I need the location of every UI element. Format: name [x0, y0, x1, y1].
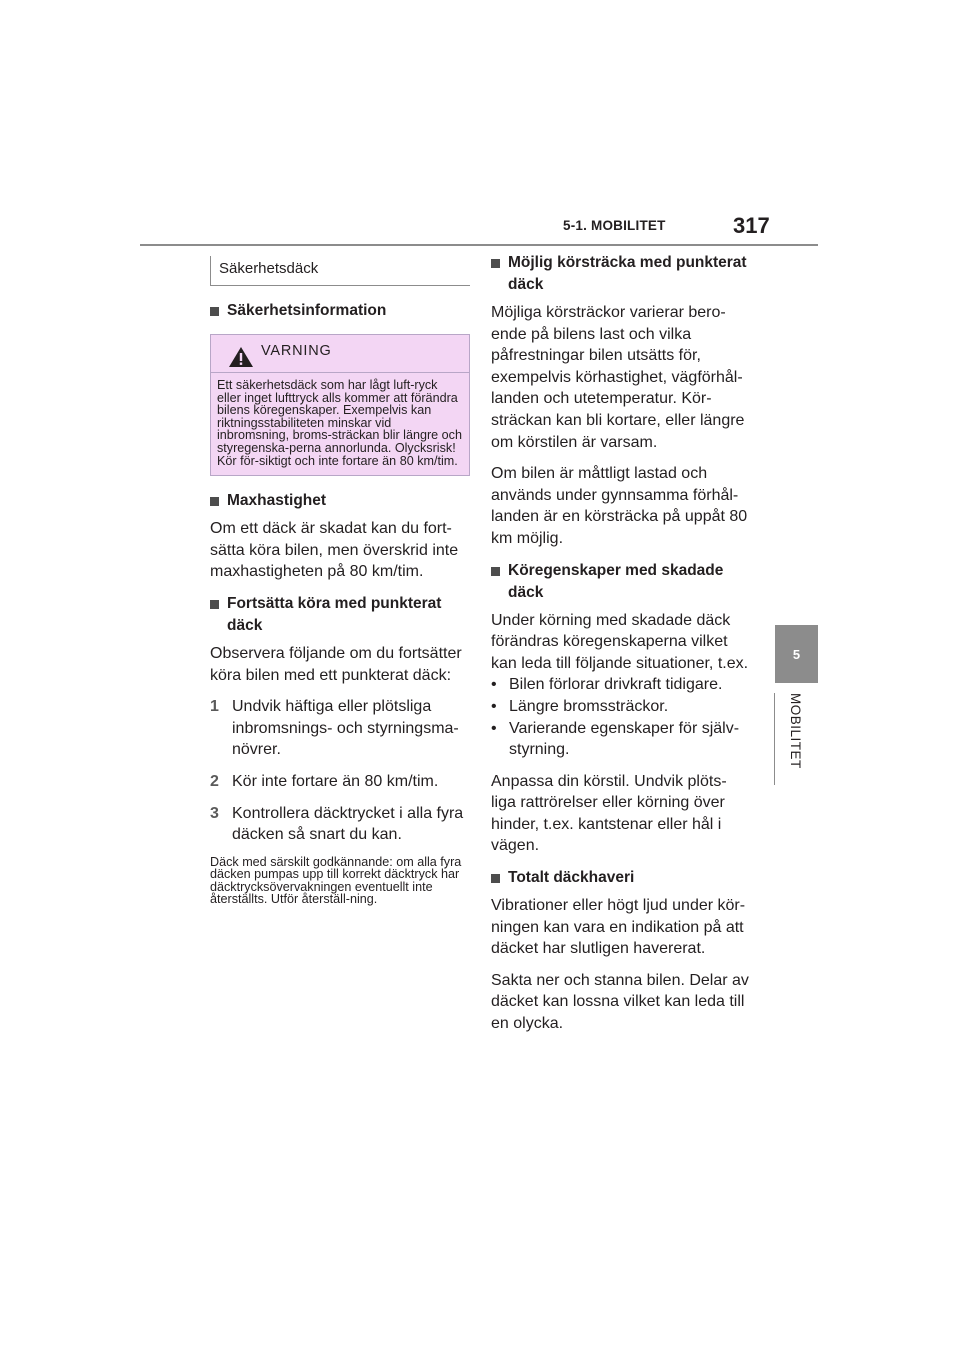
chapter-label: MOBILITET — [788, 693, 803, 769]
warning-box — [210, 334, 470, 476]
bullet-item — [491, 696, 751, 718]
bullet-text: Varierande egenskaper för själv-styrning. — [509, 719, 740, 759]
left-column — [210, 256, 470, 906]
heading-text: Fortsätta köra med punkterat däck — [227, 594, 442, 634]
section-marker-icon — [491, 874, 500, 883]
section-marker-icon — [491, 259, 500, 268]
paragraph: Sakta ner och stanna bilen. Delar av däcket kan lossna vilket kan leda till en olycka. — [491, 971, 749, 1033]
heading-text: Köregenskaper med skadade däck — [508, 561, 724, 601]
paragraph: Möjliga körsträckor varierar bero-ende på bilens last och vilka påfrestningar bilen utsätts för, exempelvis körhastighet, vägförhål-landen och utetemperatur. Kör-sträckan kan bli kortare, eller längre om körstilen är varsam. — [491, 304, 745, 451]
heading-text: Möjlig körsträcka med punkterat däck — [508, 254, 747, 293]
figure-caption: Säkerhetsdäck — [210, 256, 470, 286]
section-marker-icon — [210, 307, 219, 316]
bullet-text: Bilen förlorar drivkraft tidigare. — [509, 676, 723, 694]
heading-max-speed — [210, 490, 470, 512]
bullet-item — [491, 674, 751, 696]
chapter-tab-divider — [774, 693, 775, 785]
bullet-icon: • — [491, 697, 497, 715]
warning-triangle-icon — [229, 347, 253, 367]
heading-text: Säkerhetsinformation — [227, 302, 387, 319]
chapter-tab — [775, 625, 818, 683]
page-number: 317 — [733, 213, 770, 238]
bullet-icon: • — [491, 719, 497, 737]
numbered-step — [210, 696, 470, 761]
warning-header — [211, 335, 469, 373]
paragraph: Observera följande om du fortsätter köra bilen med ett punkterat däck: — [210, 644, 462, 684]
warning-text: Ett säkerhetsdäck som har lågt luft-ryck eller inget lufttryck alls kommer att förändra bilens köregenskaper. Exempelvis kan riktningsstabiliteten minskar vid inbromsning, broms-sträckan blir längre och styregenska-perna annorlunda. Olycksrisk! Kör för-siktigt och inte fortare än 80 km/tim. — [217, 378, 462, 468]
step-number: 3 — [210, 804, 219, 822]
step-text: Undvik häftiga eller plötsliga inbromsnings- och styrningsma-növrer. — [232, 698, 459, 759]
heading-handling — [491, 560, 751, 604]
section-marker-icon — [210, 497, 219, 506]
paragraph: Om bilen är måttligt lastad och används under gynnsamma förhål-landen är en körsträcka på uppåt 80 km möjlig. — [491, 465, 748, 547]
note-text: Däck med särskilt godkännande: om alla fyra däcken pumpas upp till korrekt däcktryck har däcktrycksövervakningen eventuellt inte återställts. Utför återställ-ning. — [210, 854, 462, 907]
section-marker-icon — [210, 600, 219, 609]
right-column — [491, 252, 751, 1045]
heading-possible-range — [491, 252, 751, 296]
step-number: 2 — [210, 772, 219, 790]
warning-title: VARNING — [261, 343, 332, 359]
section-title: 5-1. MOBILITET — [563, 218, 666, 233]
bullet-icon: • — [491, 676, 497, 694]
heading-safety-info — [210, 300, 470, 322]
step-text: Kontrollera däcktrycket i alla fyra däcken så snart du kan. — [232, 804, 464, 844]
chapter-number: 5 — [792, 646, 801, 662]
numbered-step — [210, 771, 470, 793]
numbered-step — [210, 803, 470, 846]
paragraph: Under körning med skadade däck förändras köregenskaperna vilket kan leda till följande situationer, t.ex. — [491, 611, 749, 672]
paragraph: Vibrationer eller högt ljud under kör-ningen kan vara en indikation på att däcket har slutligen havererat. — [491, 897, 746, 958]
heading-text: Totalt däckhaveri — [508, 869, 635, 887]
heading-continue-driving — [210, 593, 470, 637]
paragraph: Anpassa din körstil. Undvik plöts-liga rattrörelser eller körning över hinder, t.ex. kantstenar eller hål i vägen. — [491, 772, 727, 855]
bullet-text: Längre bromssträckor. — [509, 697, 669, 715]
heading-text: Maxhastighet — [227, 492, 327, 510]
step-text: Kör inte fortare än 80 km/tim. — [232, 772, 439, 790]
heading-total-failure — [491, 867, 751, 889]
header-divider — [140, 244, 818, 246]
paragraph: Om ett däck är skadat kan du fort-sätta köra bilen, men överskrid inte maxhastigheten på 80 km/tim. — [210, 520, 459, 581]
step-number: 1 — [210, 698, 219, 716]
section-marker-icon — [491, 567, 500, 576]
bullet-item — [491, 718, 751, 761]
